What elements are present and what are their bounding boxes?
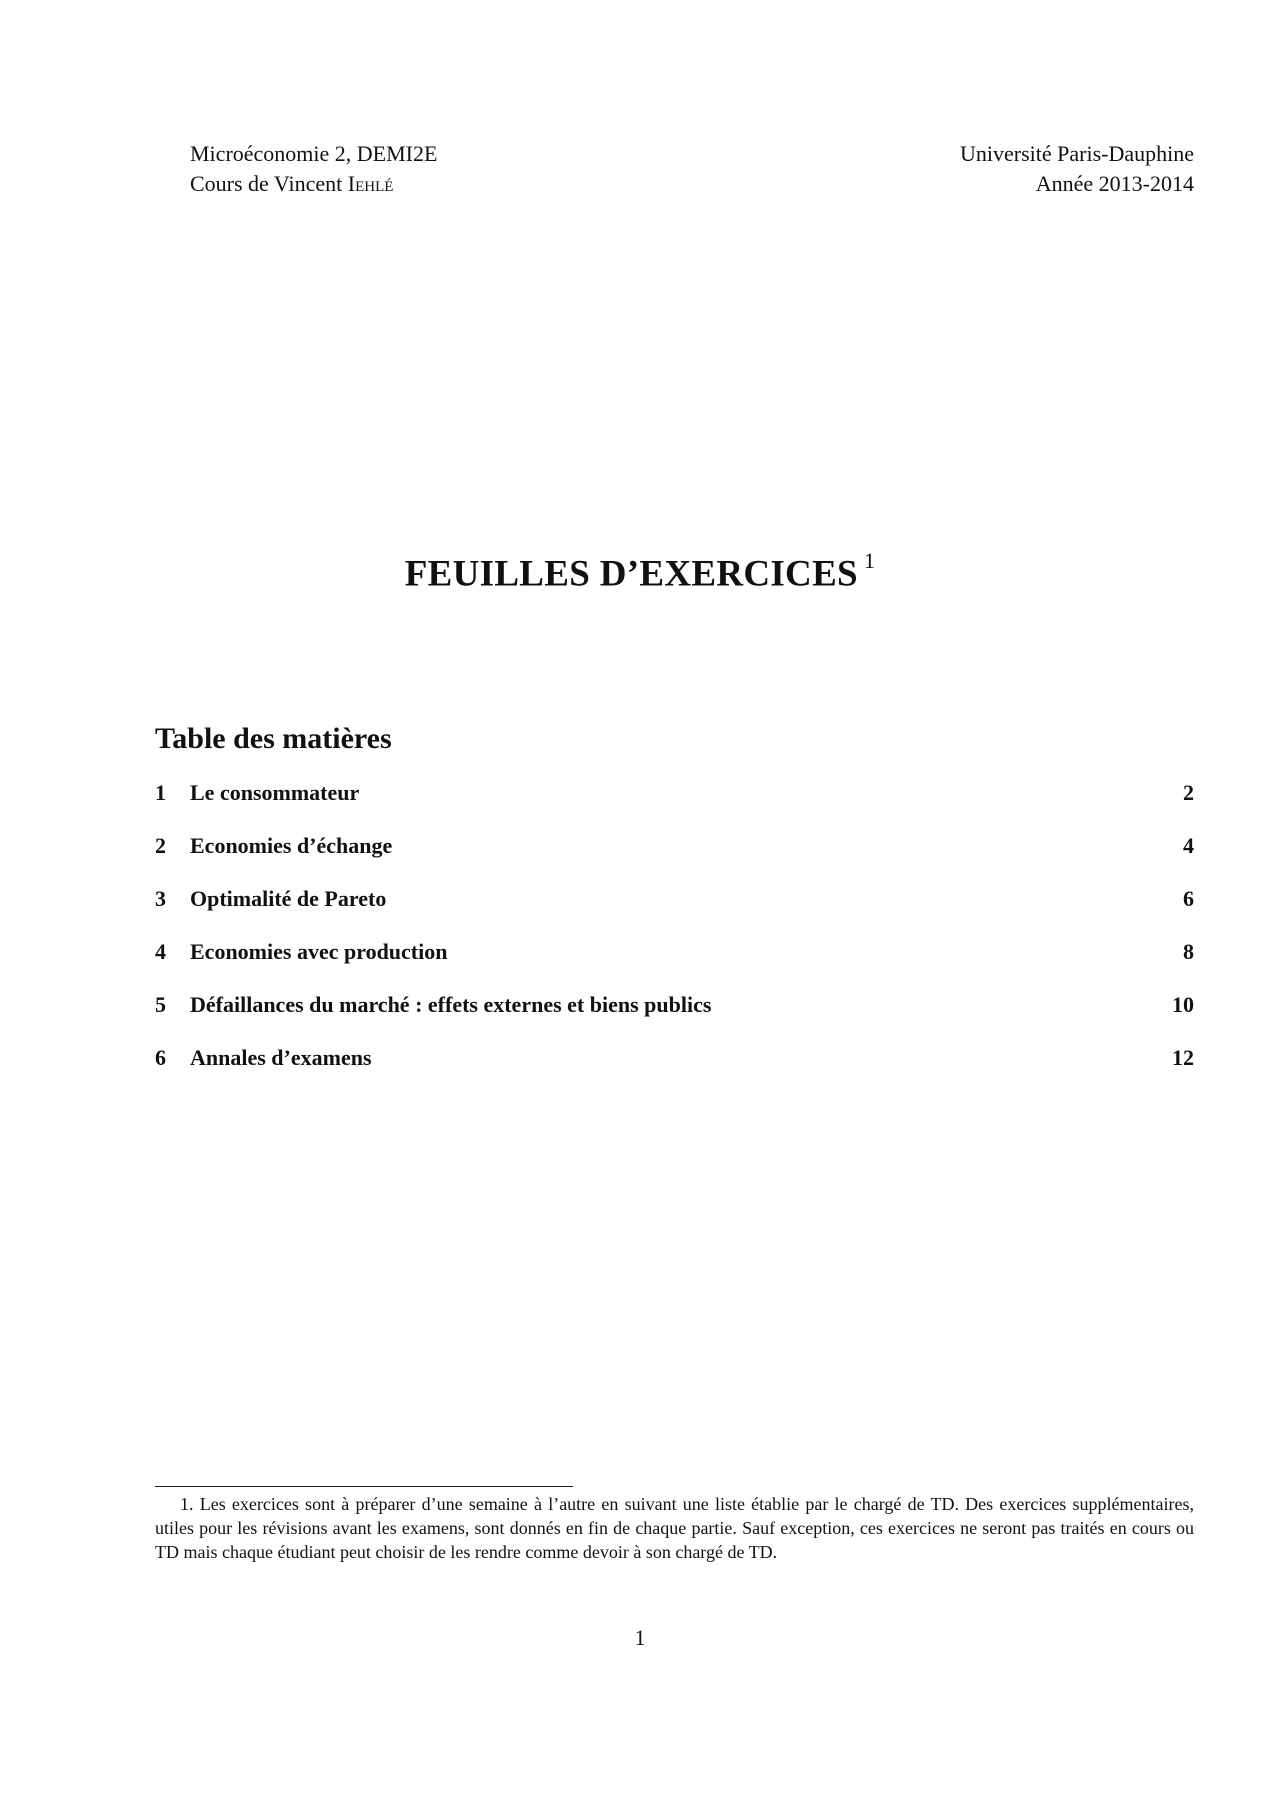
- toc-entry-label: Le consommateur: [190, 780, 360, 805]
- toc-entry-page: 4: [1183, 833, 1194, 858]
- toc-entry-page: 2: [1183, 780, 1194, 805]
- toc-entry-number: 4: [155, 939, 166, 964]
- toc-entry-5[interactable]: [155, 992, 1194, 1045]
- toc-entry-number: 2: [155, 833, 166, 858]
- page-header: [190, 139, 1194, 199]
- toc-entry-6[interactable]: [155, 1045, 1194, 1098]
- toc-entry-number: 5: [155, 992, 166, 1017]
- toc-entry-label: Défaillances du marché : effets externes et biens publics: [190, 992, 712, 1017]
- toc-entry-number: 1: [155, 780, 166, 805]
- course-line: Microéconomie 2, DEMI2E: [190, 141, 438, 166]
- footnote-divider: [155, 1486, 573, 1487]
- document-title-text: FEUILLES D’EXERCICES: [404, 553, 858, 595]
- footnote: 1. Les exercices sont à préparer d’une semaine à l’autre en suivant une liste établie par le chargé de TD. Des exercices supplémentaires, utiles pour les révisions avant les examens, sont donnés en fin de chaque partie. Sauf exception, ces exercices ne seront pas traités en cours ou TD mais chaque étudiant peut choisir de les rendre comme devoir à son chargé de TD.: [155, 1494, 1194, 1562]
- header-left: [190, 139, 437, 199]
- header-right: [960, 139, 1194, 199]
- toc-entry-number: 6: [155, 1045, 166, 1070]
- toc-entry-number: 3: [155, 886, 166, 911]
- toc-entry-page: 10: [1172, 992, 1194, 1017]
- instructor-line: [190, 169, 437, 199]
- toc-entry-label: Economies d’échange: [190, 833, 393, 858]
- instructor-surname: Iehlé: [347, 171, 394, 196]
- toc-entry-page: 8: [1183, 939, 1194, 964]
- toc-entry-page: 12: [1172, 1045, 1194, 1070]
- toc-entry-3[interactable]: [155, 886, 1194, 939]
- instructor-prefix: Cours de Vincent: [190, 171, 343, 196]
- toc-entry-label: Optimalité de Pareto: [190, 886, 387, 911]
- toc-entry-1[interactable]: [155, 780, 1194, 833]
- toc-entry-label: Annales d’examens: [190, 1045, 372, 1070]
- toc-entry-page: 6: [1183, 886, 1194, 911]
- table-of-contents: [155, 780, 1194, 1098]
- toc-entry-label: Economies avec production: [190, 939, 448, 964]
- page-number: 1: [634, 1625, 646, 1650]
- university-name: Université Paris-Dauphine: [960, 141, 1194, 166]
- title-footnote-mark: 1: [863, 548, 876, 573]
- toc-entry-2[interactable]: [155, 833, 1194, 886]
- academic-year: Année 2013-2014: [1035, 171, 1194, 196]
- document-title: [0, 548, 1280, 595]
- toc-entry-4[interactable]: [155, 939, 1194, 992]
- toc-heading: Table des matières: [155, 722, 392, 755]
